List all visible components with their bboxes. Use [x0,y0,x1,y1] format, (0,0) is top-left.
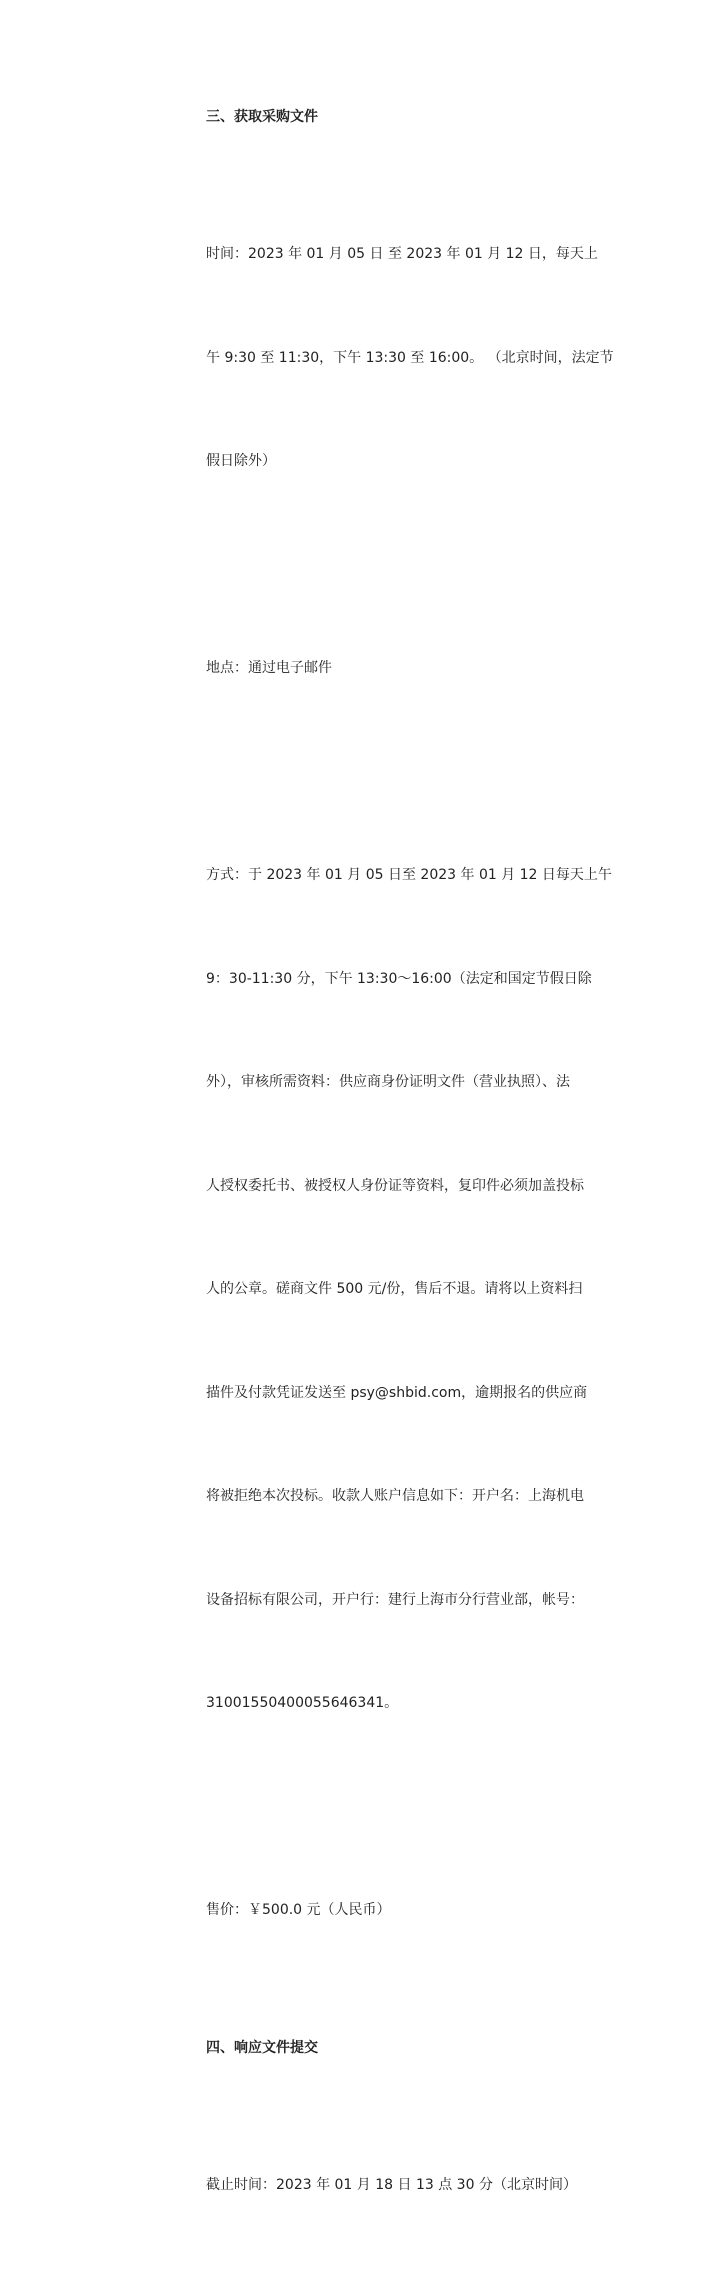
method-line: 将被拒绝本次投标。收款人账户信息如下：开户名：上海机电 [206,1488,584,1504]
method-paragraph [206,789,612,1790]
method-line: 方式：于 2023 年 01 月 05 日至 2023 年 01 月 12 日每天上午 [206,867,612,883]
section-4-heading: 四、响应文件提交 [206,2040,318,2056]
price-paragraph [206,1824,606,1997]
method-line: 人授权委托书、被授权人身份证等资料，复印件必须加盖投标 [206,1177,584,1194]
deadline-paragraph [206,2099,606,2272]
time-line: 午 9:30 至 11:30，下午 13:30 至 16:00。 （北京时间，法定节 [206,349,614,366]
price-line: 售价：￥500.0 元（人民币） [206,1902,391,1918]
document-content [206,100,614,2272]
section-3-heading: 三、获取采购文件 [206,109,318,125]
method-line: 9：30-11:30 分，下午 13:30～16:00（法定和国定节假日除 [206,970,592,987]
place-line: 地点：通过电子邮件 [206,660,332,676]
method-line: 设备招标有限公司，开户行：建行上海市分行营业部，帐号： [206,1591,584,1608]
time-paragraph [206,168,614,548]
time-line: 时间：2023 年 01 月 05 日 至 2023 年 01 月 12 日，每天上 [206,246,598,262]
method-line: 外），审核所需资料：供应商身份证明文件（营业执照）、法 [206,1074,570,1090]
deadline-line: 截止时间：2023 年 01 月 18 日 13 点 30 分（北京时间） [206,2177,577,2193]
method-line: 描件及付款凭证发送至 psy@shbid.com，逾期报名的供应商 [206,1384,588,1401]
place-paragraph [206,582,606,755]
method-line: 人的公章。磋商文件 500 元/份，售后不退。请将以上资料扫 [206,1281,583,1297]
method-line: 31001550400055646341。 [206,1695,399,1711]
time-line: 假日除外） [206,453,276,469]
